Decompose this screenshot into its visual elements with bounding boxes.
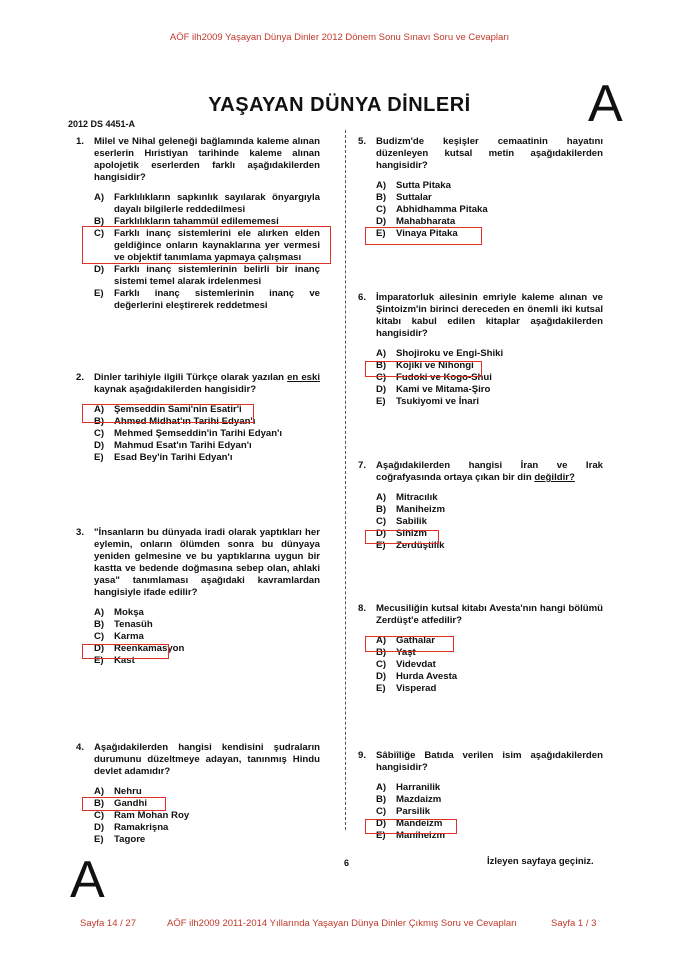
answer-highlight-q5: [365, 227, 482, 245]
option-b[interactable]: B) Yaşt: [376, 647, 416, 658]
exam-code: 2012 DS 4451-A: [68, 119, 136, 129]
option-c[interactable]: C) Karma: [94, 631, 144, 642]
option-e[interactable]: E) Tagore: [94, 834, 146, 845]
option-e[interactable]: E) Zerdüştilik: [376, 540, 445, 551]
question-number: 9.: [358, 750, 367, 761]
question-stem: Aşağıdakilerden hangisi İran ve Irak coğrafyasında ortaya çıkan bir din değildir?: [376, 460, 603, 483]
question-5: [358, 136, 603, 240]
option-b[interactable]: B) Ahmed Midhat'ın Tarihi Edyan'ı: [94, 416, 256, 427]
option-d[interactable]: D) Mahmud Esat'ın Tarihi Edyan'ı: [94, 440, 252, 451]
question-stem: Aşağıdakilerden hangisi kendisini şudraların durumunu düzeltmeye adayan, tanınmış Hindu devlet adamıdır?: [94, 742, 320, 777]
option-d[interactable]: D) Mahabharata: [376, 216, 456, 227]
document-header: AÖF ilh2009 Yaşayan Dünya Dinler 2012 Dönem Sonu Sınavı Soru ve Cevapları: [169, 32, 510, 43]
option-b[interactable]: B) Mazdaizm: [376, 794, 442, 805]
option-b[interactable]: B) Maniheizm: [376, 504, 446, 515]
option-c[interactable]: C) Videvdat: [376, 659, 436, 670]
option-c[interactable]: C) Parsilik: [376, 806, 431, 817]
answer-highlight-q4: [82, 797, 166, 811]
options-list: [94, 786, 320, 846]
option-b[interactable]: B) Suttalar: [376, 192, 432, 203]
footer-left: Sayfa 14 / 27: [80, 918, 136, 929]
option-a[interactable]: A) Harranilik: [376, 782, 441, 793]
question-stem: Mecusiliğin kutsal kitabı Avesta'nın hangi bölümü Zerdüşt'e atfedilir?: [376, 603, 603, 626]
column-divider: [345, 130, 347, 830]
option-b[interactable]: B) Farklılıkların tahammül edilememesi: [94, 216, 279, 227]
answer-highlight-q6: [365, 361, 482, 377]
option-d[interactable]: D) Mandeizm: [376, 818, 443, 829]
answer-highlight-q9: [365, 819, 457, 834]
question-number: 2.: [76, 372, 85, 383]
exam-title: YAŞAYAN DÜNYA DİNLERİ: [208, 94, 471, 116]
question-stem: Budizm'de keşişler cemaatinin hayatını düzenleyen kutsal metin aşağıdakilerden hangisidir?: [376, 136, 603, 171]
option-d[interactable]: D) Hurda Avesta: [376, 671, 458, 682]
question-number: 6.: [358, 292, 367, 303]
answer-highlight-q1: [82, 226, 331, 264]
option-e[interactable]: E) Tsukiyomi ve İnari: [376, 396, 479, 407]
option-c[interactable]: C) Sabilik: [376, 516, 427, 527]
option-a[interactable]: A) Nehru: [94, 786, 142, 797]
question-number: 3.: [76, 527, 85, 538]
question-number: 4.: [76, 742, 85, 753]
option-c[interactable]: C) Fudoki ve Kogo-Shui: [376, 372, 492, 383]
option-e[interactable]: E) Esad Bey'in Tarihi Edyan'ı: [94, 452, 233, 463]
option-a[interactable]: A) Shojiroku ve Engi-Shiki: [376, 348, 504, 359]
option-d[interactable]: D) Ramakrişna: [94, 822, 169, 833]
booklet-letter-bottom: A: [70, 851, 105, 909]
option-a[interactable]: A) Gathalar: [376, 635, 435, 646]
option-e[interactable]: E) Maniheizm: [376, 830, 446, 841]
option-e[interactable]: E) Farklı inanç sistemlerinin inanç ve değerlerini eleştirerek reddetmesi: [94, 288, 320, 311]
option-a[interactable]: A) Mokşa: [94, 607, 144, 618]
booklet-letter-top: A: [588, 75, 623, 133]
option-c[interactable]: C) Ram Mohan Roy: [94, 810, 190, 821]
footer-center: AÖF ilh2009 2011-2014 Yıllarında Yaşayan Dünya Dinler Çıkmış Soru ve Cevapları: [167, 918, 517, 929]
option-c[interactable]: C) Abhidhamma Pitaka: [376, 204, 488, 215]
option-b[interactable]: B) Tenasüh: [94, 619, 153, 630]
answer-highlight-q3: [82, 644, 169, 659]
option-c[interactable]: C) Farklı inanç sistemlerini ele alırken elden geldiğince onların kaynaklarına yer vermesi ve objektif tanımlama yapmaya çalışması: [94, 228, 320, 263]
next-page-note: İzleyen sayfaya geçiniz.: [487, 856, 594, 867]
option-b[interactable]: B) Kojiki ve Nihongi: [376, 360, 474, 371]
option-e[interactable]: E) Kast: [94, 655, 135, 666]
option-c[interactable]: C) Mehmed Şemseddin'in Tarihi Edyan'ı: [94, 428, 283, 439]
answer-highlight-q8: [365, 636, 454, 652]
question-stem: İmparatorluk ailesinin emriyle kaleme alınan ve Şintoizm'in birinci dereceden en önemli iki kutsal kitabı kabul edilen kitaplar aşağıdakilerden hangisidir?: [376, 292, 603, 339]
option-d[interactable]: D) Sihizm: [376, 528, 427, 539]
option-e[interactable]: E) Vinaya Pitaka: [376, 228, 458, 239]
answer-highlight-q2: [82, 404, 254, 423]
option-d[interactable]: D) Farklı inanç sistemlerinin belirli bir inanç sistemi temel alarak irdelenmesi: [94, 264, 320, 287]
question-number: 1.: [76, 136, 85, 147]
question-stem: Sâbiîliğe Batıda verilen isim aşağıdakilerden hangisidir?: [376, 750, 603, 773]
options-list: [376, 348, 603, 408]
question-4: [76, 742, 320, 846]
question-stem: Milel ve Nihal geleneği bağlamında kaleme alınan eserlerin Hıristiyan tarihinde kaleme alınan apolojetik eserlerden farklı aşağıdakilerden hangisidir?: [94, 136, 320, 183]
page-number: 6: [344, 858, 350, 868]
option-d[interactable]: D) Kami ve Mitama-Şiro: [376, 384, 491, 395]
question-1: [76, 136, 320, 312]
question-stem: "İnsanların bu dünyada iradi olarak yaptıkları her eylemin, onların ölümden sonra bu dünyaya yeniden gelmesine ve bu yaptıklarına uygun bir kastta ve bedende doğmasına sebep olan, ahlaki yasa" tanımlaması aşağıdaki kavramlardan hangisiyle ifade edilir?: [94, 527, 320, 598]
question-number: 7.: [358, 460, 367, 471]
question-number: 5.: [358, 136, 367, 147]
answer-highlight-q7: [365, 530, 439, 544]
question-6: [358, 292, 603, 408]
question-number: 8.: [358, 603, 367, 614]
option-b[interactable]: B) Gandhi: [94, 798, 148, 809]
option-a[interactable]: A) Sutta Pitaka: [376, 180, 451, 191]
option-e[interactable]: E) Visperad: [376, 683, 437, 694]
footer-right: Sayfa 1 / 3: [551, 918, 597, 929]
question-stem: Dinler tarihiyle ilgili Türkçe olarak yazılan en eski kaynak aşağıdakilerden hangisidir?: [94, 372, 320, 395]
option-a[interactable]: A) Şemseddin Sami'nin Esatir'i: [94, 404, 242, 415]
option-a[interactable]: A) Mitracılık: [376, 492, 438, 503]
option-a[interactable]: A) Farklılıkların sapkınlık sayılarak önyargıyla dayalı bilgilerle reddedilmesi: [94, 192, 320, 215]
option-d[interactable]: D) Reenkamasyon: [94, 643, 185, 654]
